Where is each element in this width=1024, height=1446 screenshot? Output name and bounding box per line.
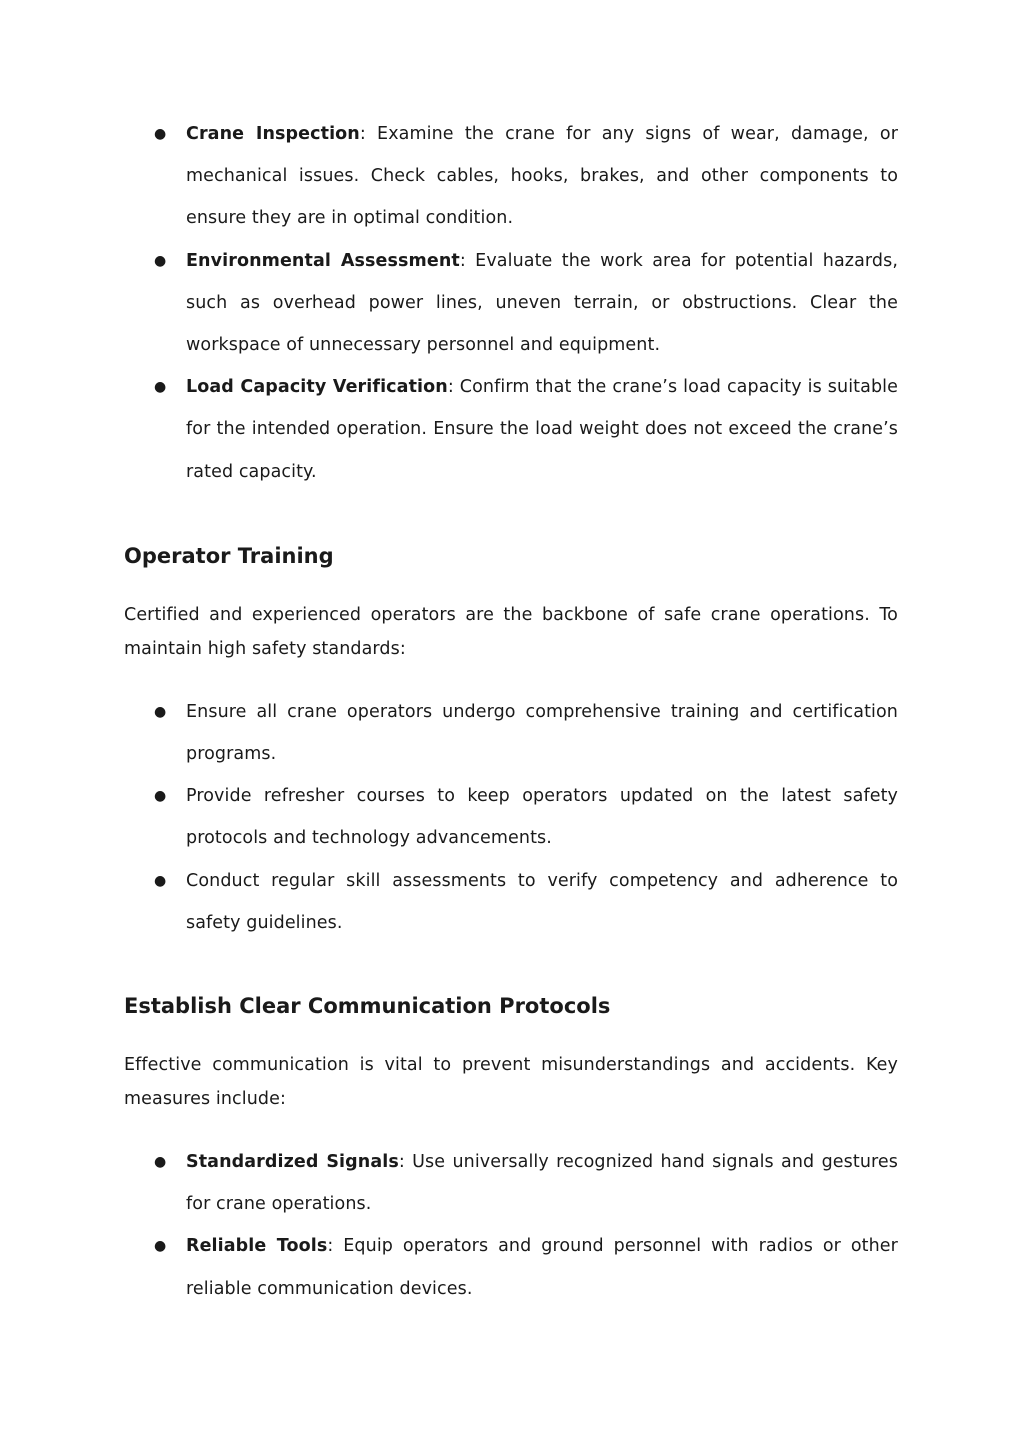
document-page xyxy=(124,113,898,1310)
list-item-term: Crane Inspection xyxy=(186,124,360,144)
bullet-icon: ● xyxy=(154,788,167,805)
list-item xyxy=(124,860,898,944)
list-item xyxy=(124,240,898,367)
section-heading-communication: Establish Clear Communication Protocols xyxy=(124,994,611,1019)
list-item-text: Ensure all crane operators undergo comprehensive training and certification programs. xyxy=(186,701,898,765)
bullet-icon: ● xyxy=(154,703,167,720)
list-item-text: : Evaluate the work area for potential hazards, such as overhead power lines, uneven terrain, or obstructions. Clear the workspace of unnecessary personnel and equipment. xyxy=(186,250,898,356)
section-intro-operator-training: Certified and experienced operators are the backbone of safe crane operations. To maintain high safety standards: xyxy=(124,604,898,659)
bullet-icon: ● xyxy=(154,126,167,142)
pre-operation-checklist xyxy=(124,113,898,493)
bullet-icon: ● xyxy=(154,252,167,269)
list-item xyxy=(124,775,898,859)
list-item-text: : Equip operators and ground personnel with radios or other reliable communication devices. xyxy=(186,1236,898,1299)
list-item-text: Conduct regular skill assessments to verify competency and adherence to safety guidelines. xyxy=(186,870,898,933)
list-item xyxy=(124,1225,898,1309)
list-item-text: : Confirm that the crane’s load capacity is suitable for the intended operation. Ensure the load weight does not exceed the crane’s rated capacity. xyxy=(186,377,898,482)
list-item xyxy=(124,691,898,775)
list-item-text: Provide refresher courses to keep operators updated on the latest safety protocols and technology advancements. xyxy=(186,786,898,849)
list-item xyxy=(124,113,898,240)
list-item xyxy=(124,366,898,493)
communication-list xyxy=(124,1141,898,1310)
bullet-icon: ● xyxy=(154,379,167,396)
list-item-text: : Examine the crane for any signs of wear, damage, or mechanical issues. Check cables, hooks, brakes, and other components to ensure they are in optimal condition. xyxy=(186,124,898,229)
operator-training-list xyxy=(124,691,898,944)
section-intro-communication: Effective communication is vital to prevent misunderstandings and accidents. Key measures include: xyxy=(124,1055,898,1110)
bullet-icon: ● xyxy=(154,872,167,889)
list-item-term: Reliable Tools xyxy=(186,1236,328,1257)
list-item-term: Load Capacity Verification xyxy=(186,377,448,398)
list-item-text: : Use universally recognized hand signals and gestures for crane operations. xyxy=(186,1152,899,1215)
bullet-icon: ● xyxy=(154,1238,167,1255)
list-item-term: Environmental Assessment xyxy=(186,250,460,271)
list-item-term: Standardized Signals xyxy=(186,1152,399,1173)
section-heading-operator-training: Operator Training xyxy=(124,543,334,568)
list-item xyxy=(124,1141,898,1225)
bullet-icon: ● xyxy=(154,1154,167,1171)
